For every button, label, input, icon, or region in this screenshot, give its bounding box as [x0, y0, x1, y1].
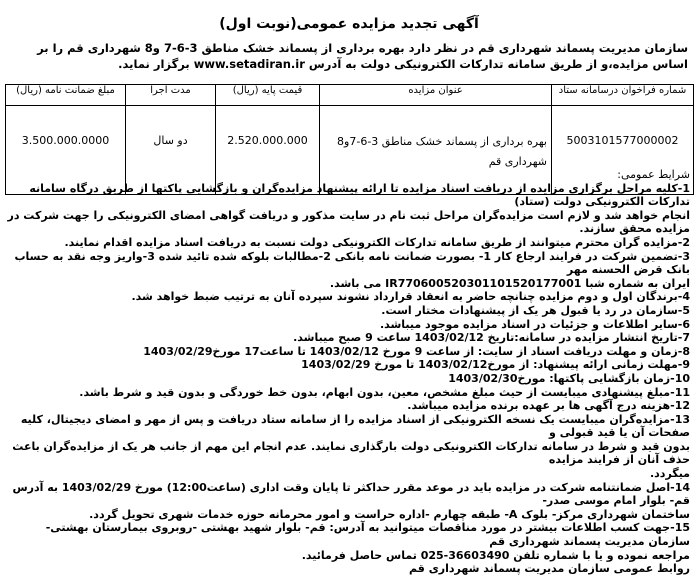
terms-line: میگردد. [649, 467, 690, 481]
terms-line: 4-برندگان اول و دوم مزایده چنانچه حاضر به انعقاد قرارداد نشوند سپرده آنان به ترتیب ضبط خواهد شد. [131, 290, 690, 304]
notice-intro: سازمان مدیریت پسماند شهرداری قم در نظر دارد بهره برداری از پسماند خشک مناطق 3-6-7 و8 شهرداری قم را بر اساس مزایده،و از طریق سامانه تدارکات الکترونیکی دولت به آدرس www.setadiran.ir برگزار نماید. [37, 41, 688, 71]
terms-line: ایران به شماره شبا IR770600520301101520177001 می باشد. [329, 276, 690, 290]
table-header-cell: مبلغ ضمانت نامه (ریال) [6, 85, 126, 106]
table-header-cell: شماره فراخوان درسامانه ستاد [552, 85, 694, 106]
terms-line: 3-تضمین شرکت در فرایند ارجاع کار 1- بصورت ضمانت نامه بانکی 2-مطالبات بلوکه شده تائید شده 3-واریز وجه نقد به حساب بانک قرض الحسنه مهر [14, 249, 690, 277]
terms-section [6, 168, 690, 576]
terms-header: شرایط عمومی: [617, 168, 690, 181]
terms-line: ساختمان شهرداری مرکز- بلوک A- طبقه چهارم -اداره حراست و امور محرمانه حوزه خدمات شهری تحویل گردد. [89, 507, 690, 521]
table-header-cell: قیمت پایه (ریال) [216, 85, 320, 106]
terms-line: 1-کلیه مراحل برگزاری مزایده از دریافت اسناد مزایده تا ارائه پیشنهاد مزایده‌گران و بازگشایی پاکتها از طریق درگاه سامانه تدارکات الکترونیکی دولت (ستاد) [29, 181, 690, 209]
table-header-cell: عنوان مزایده [320, 85, 552, 106]
terms-line: 7-تاریخ انتشار مزایده در سامانه:تاریخ 1403/02/12 ساعت 9 صبح میباشد. [293, 331, 690, 345]
terms-line: 5-سازمان در رد یا قبول هر یک از پیشنهادات مختار است. [381, 303, 690, 317]
notice-title: آگهی تجدید مزایده عمومی(نوبت اول) [219, 16, 479, 32]
terms-line: مراجعه نموده و یا با شماره تلفن 36603490-025 تماس حاصل فرمائید. [301, 548, 690, 562]
terms-line: 2-مزایده گران محترم میتوانند از طریق سامانه تدارکات الکترونیکی دولت نسبت به دریافت اسناد مزایده اقدام نمایند. [64, 235, 690, 249]
table-header-cell: مدت اجرا [126, 85, 216, 106]
terms-line: 13-مزایده‌گران میبایست یک نسخه الکترونیکی از اسناد مزایده را از سامانه ستاد دریافت و پس از مهر و امضای دیجیتال، کلیه صفحات آن یا قید قبولی و [20, 412, 690, 440]
terms-line: 6-سایر اطلاعات و جزئیات در اسناد مزایده موجود میباشد. [379, 317, 690, 331]
terms-line: بدون قید و شرط در سامانه تدارکات الکترونیکی دولت بارگذاری نمایند. عدم انجام این مهم از جانب هر یک از مزایده‌گران باعث حذف آنان از فرایند مزایده [12, 439, 690, 467]
terms-line: انجام خواهد شد و لازم است مزایده‌گران مراحل ثبت نام در سایت مذکور و دریافت گواهی امضای الکترونیکی را جهت شرکت در مزایده محقق سازند. [7, 208, 690, 236]
terms-line: 12-هزینه درج آگهی ها بر عهده برنده مزایده میباشد. [407, 399, 690, 413]
duration: دو سال [126, 106, 216, 195]
terms-line: 11-مبلغ پیشنهادی میبایست از حیث مبلغ مشخص، معین، بدون ابهام، بدون خط خوردگی و بدون قید و شرط باشد. [79, 385, 690, 399]
guarantee-amount: 3.500.000.0000 [6, 106, 126, 195]
terms-line: 10-زمان بازگشایی پاکتها: مورخ1403/02/30 [448, 371, 690, 385]
base-price: 2.520.000.000 [216, 106, 320, 195]
table-header-row [6, 85, 694, 106]
auction-subject: بهره برداری از پسماند خشک مناطق 3-6-7و8 شهرداری قم [320, 106, 552, 195]
terms-line: 8-زمان و مهلت دریافت اسناد از سایت: از ساعت 9 مورخ 1403/02/12 تا ساعت17 مورخ1403/02/29 [143, 344, 690, 358]
tender-number: 5003101577000002 [552, 106, 694, 195]
terms-line: 9-مهلت زمانی ارائه پیشنهاد: از مورخ1403/02/12 تا مورخ 1403/02/29 [301, 358, 690, 372]
terms-line: روابط عمومی سازمان مدیریت پسماند شهرداری قم [409, 562, 690, 576]
terms-line: 14-اصل ضمانتنامه شرکت در مزایده باید در موعد مقرر حداکثر تا پایان وقت اداری (ساعت12:00) مورخ 1403/02/29 به آدرس قم- بلوار امام موسی صدر- [12, 480, 690, 508]
terms-line: 15-جهت کسب اطلاعات بیشتر در مورد مناقصات میتوانید به آدرس: قم- بلوار شهید بهشتی -روبروی بیمارستان بهشتی-سازمان مدیریت پسماند شهرداری قم [45, 521, 690, 549]
